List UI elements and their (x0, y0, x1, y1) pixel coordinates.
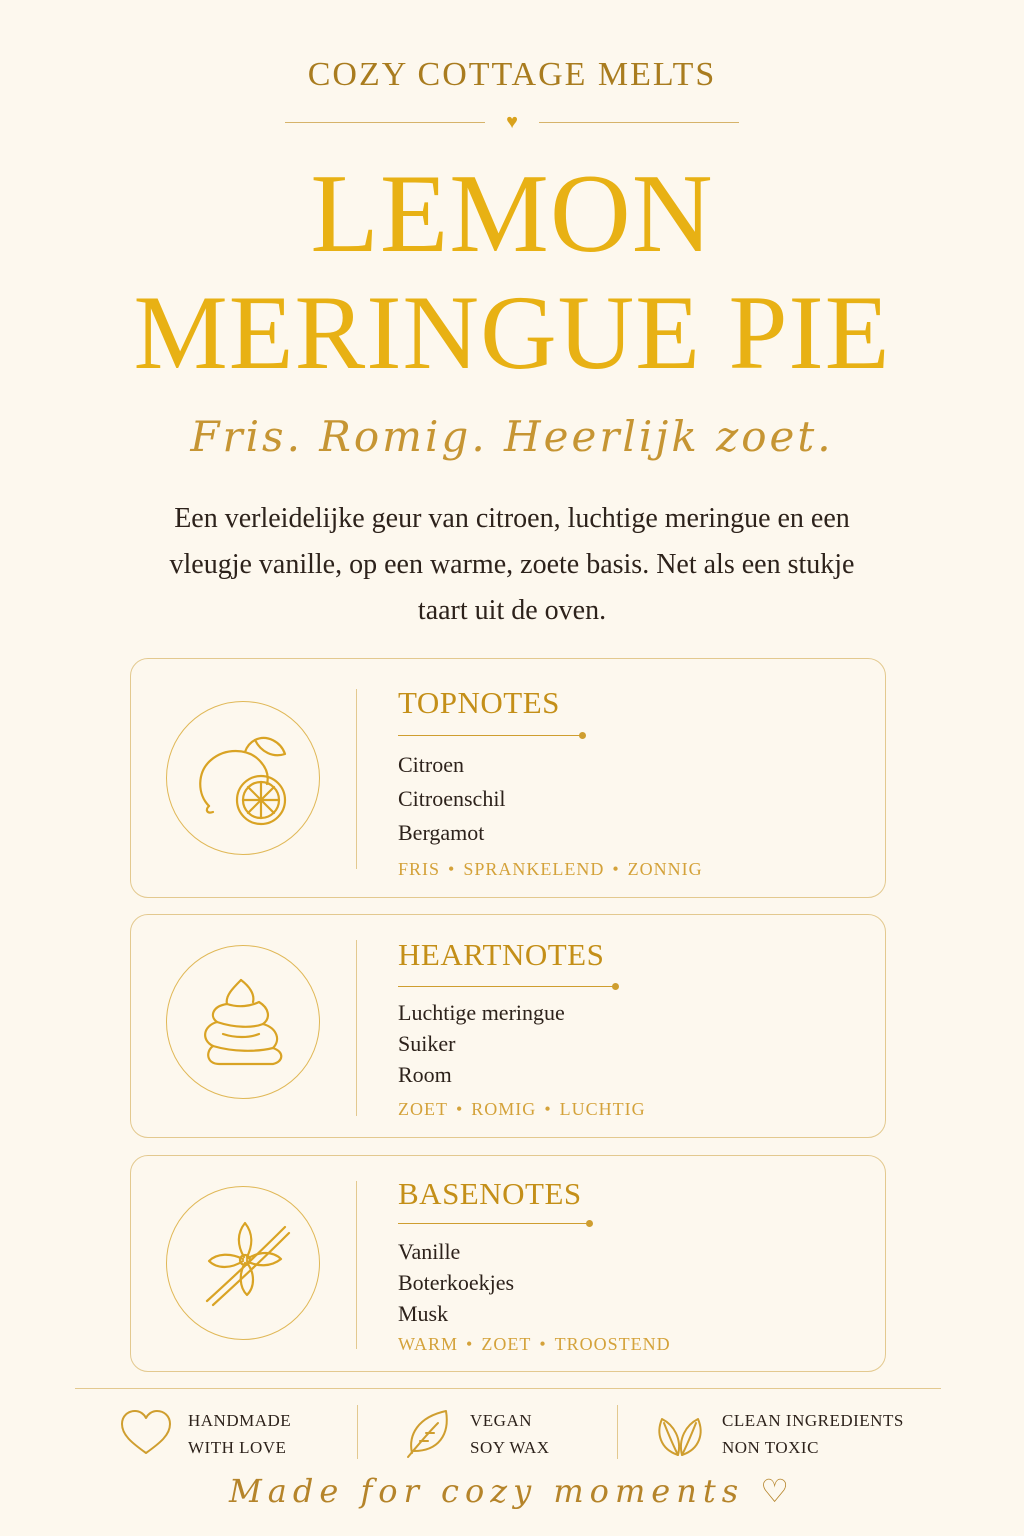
vanilla-flower-icon (166, 1186, 320, 1340)
list-item: Citroen (398, 752, 464, 777)
tagline: Fris. Romig. Heerlijk zoet. (190, 412, 834, 461)
heartnotes-title: HEARTNOTES (398, 937, 605, 972)
list-item: Room (398, 1062, 452, 1087)
basenotes-title: BASENOTES (398, 1176, 582, 1211)
title-line-2: MERINGUE PIE (133, 274, 891, 391)
lemon-icon (166, 701, 320, 855)
list-item: Luchtige meringue (398, 1000, 565, 1025)
topnotes-list (398, 748, 506, 850)
list-item: Suiker (398, 1031, 456, 1056)
meringue-icon (166, 945, 320, 1099)
list-item: Vanille (398, 1239, 461, 1264)
list-item: Boterkoekjes (398, 1270, 515, 1295)
heart-icon: ♥ (506, 111, 518, 133)
title-line-1: LEMON (310, 152, 714, 276)
heartnotes-tags: ZOET • ROMIG • LUCHTIG (398, 1099, 646, 1119)
topnotes-card (130, 658, 886, 898)
basenotes-card (130, 1155, 886, 1372)
heart-icon (118, 1405, 174, 1461)
header-divider (285, 112, 739, 132)
heart-outline-icon: ♡ (760, 1472, 795, 1510)
basenotes-list (398, 1236, 514, 1329)
heartnotes-list (398, 997, 565, 1090)
footer-divider (75, 1388, 941, 1389)
closing-script: Made for cozy moments ♡ (229, 1472, 795, 1510)
basenotes-tags: WARM • ZOET • TROOSTEND (398, 1334, 671, 1354)
list-item: Citroenschil (398, 786, 506, 811)
leaves-icon (652, 1405, 708, 1461)
list-item: Bergamot (398, 820, 485, 845)
brand-name: COZY COTTAGE MELTS (307, 56, 717, 93)
topnotes-tags: FRIS • SPRANKELEND • ZONNIG (398, 859, 703, 879)
heartnotes-card (130, 914, 886, 1138)
topnotes-title: TOPNOTES (398, 685, 560, 720)
description: Een verleidelijke geur van citroen, luchtige meringue en een vleugje vanille, op een warme, zoete basis. Net als een stukje taart uit de oven. (169, 503, 855, 626)
list-item: Musk (398, 1301, 449, 1326)
leaf-icon (400, 1405, 456, 1461)
